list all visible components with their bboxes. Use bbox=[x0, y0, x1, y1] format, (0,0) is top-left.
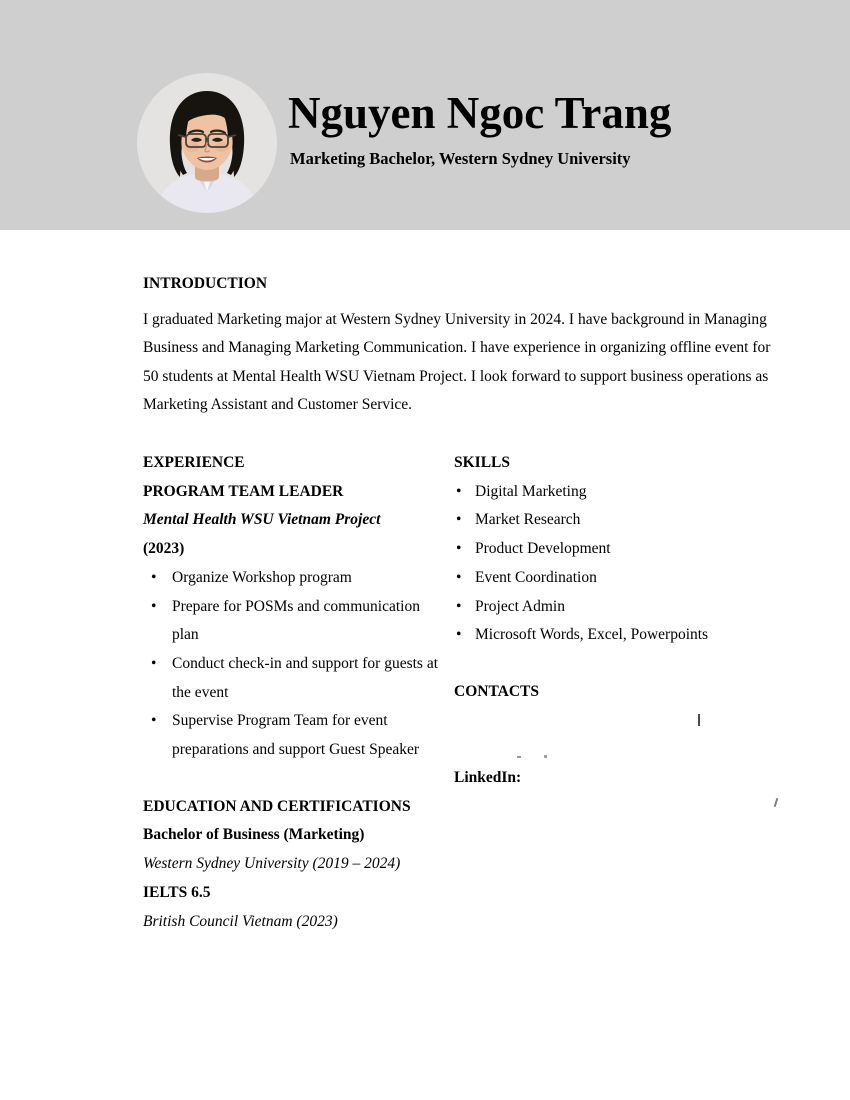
list-item-label: Supervise Program Team for event preparations and support Guest Speaker bbox=[172, 712, 420, 759]
skills-heading: SKILLS bbox=[454, 454, 511, 471]
experience-period: (2023) bbox=[143, 540, 185, 558]
left-column bbox=[143, 449, 448, 936]
header-content bbox=[137, 73, 671, 213]
bullet-icon: • bbox=[151, 597, 157, 615]
experience-bullet-list bbox=[143, 564, 448, 765]
list-item bbox=[143, 650, 448, 707]
bullet-icon: • bbox=[456, 540, 462, 558]
linkedin-url-value bbox=[454, 793, 794, 822]
redaction-artifact bbox=[544, 755, 547, 758]
education-heading: EDUCATION AND CERTIFICATIONS bbox=[143, 797, 411, 815]
education-degree: Bachelor of Business (Marketing) bbox=[143, 826, 365, 844]
list-item-label: Conduct check-in and support for guests at the event bbox=[172, 654, 439, 701]
list-item bbox=[454, 593, 794, 622]
list-item bbox=[454, 621, 794, 650]
bullet-icon: • bbox=[456, 597, 462, 615]
list-item bbox=[454, 535, 794, 564]
avatar bbox=[137, 73, 277, 213]
experience-organization: Mental Health WSU Vietnam Project bbox=[143, 511, 381, 529]
page-title: Nguyen Ngoc Trang bbox=[288, 88, 672, 138]
introduction-heading: INTRODUCTION bbox=[143, 275, 268, 292]
education-section bbox=[143, 793, 448, 937]
contacts-section bbox=[454, 678, 794, 821]
right-column bbox=[454, 449, 794, 821]
list-item-label: Organize Workshop program bbox=[172, 568, 352, 586]
bullet-icon: • bbox=[456, 568, 462, 586]
list-item-label: Microsoft Words, Excel, Powerpoints bbox=[475, 626, 709, 644]
list-item-label: Project Admin bbox=[475, 597, 565, 615]
bullet-icon: • bbox=[456, 511, 462, 529]
bullet-icon: • bbox=[151, 568, 157, 586]
section-spacer bbox=[454, 650, 794, 678]
education-detail: Western Sydney University (2019 – 2024) bbox=[143, 855, 401, 873]
contact-email-value bbox=[454, 735, 794, 764]
experience-section bbox=[143, 449, 448, 765]
skills-section bbox=[454, 449, 794, 650]
bullet-icon: • bbox=[456, 626, 462, 644]
redaction-artifact bbox=[517, 756, 521, 758]
list-item bbox=[454, 564, 794, 593]
introduction-paragraph: I graduated Marketing major at Western Sydney University in 2024. I have background in Managing Business and Managing Marketing Communication. I have experience in organizing offline event for 50 students at Mental Health WSU Vietnam Project. I look forward to support business operations as Marketing Assistant and Customer Service. bbox=[143, 310, 771, 413]
header-band bbox=[0, 0, 850, 230]
section-spacer bbox=[143, 765, 448, 793]
experience-role: PROGRAM TEAM LEADER bbox=[143, 482, 344, 500]
list-item-label: Product Development bbox=[475, 540, 611, 558]
person-subtitle: Marketing Bachelor, Western Sydney University bbox=[290, 149, 631, 168]
bullet-icon: • bbox=[151, 712, 157, 730]
certification-detail: British Council Vietnam (2023) bbox=[143, 912, 338, 930]
certification-title: IELTS 6.5 bbox=[143, 883, 211, 901]
list-item-label: Prepare for POSMs and communication plan bbox=[172, 597, 420, 644]
list-item bbox=[454, 506, 794, 535]
list-item bbox=[143, 593, 448, 650]
introduction-section bbox=[143, 276, 783, 420]
contacts-heading: CONTACTS bbox=[454, 682, 539, 700]
linkedin-label: LinkedIn: bbox=[454, 769, 522, 786]
list-item bbox=[454, 478, 794, 507]
list-item-label: Market Research bbox=[475, 511, 581, 529]
list-item bbox=[143, 564, 448, 593]
redaction-artifact bbox=[698, 714, 700, 726]
header-text bbox=[285, 73, 671, 168]
bullet-icon: • bbox=[456, 482, 462, 500]
bullet-icon: • bbox=[151, 654, 157, 672]
skills-list bbox=[454, 478, 794, 650]
list-item bbox=[143, 707, 448, 764]
redaction-artifact bbox=[774, 798, 779, 807]
experience-heading: EXPERIENCE bbox=[143, 454, 245, 471]
portrait-photo-icon bbox=[137, 73, 277, 213]
list-item-label: Digital Marketing bbox=[475, 482, 587, 500]
contact-phone-value bbox=[454, 707, 794, 736]
list-item-label: Event Coordination bbox=[475, 568, 597, 586]
